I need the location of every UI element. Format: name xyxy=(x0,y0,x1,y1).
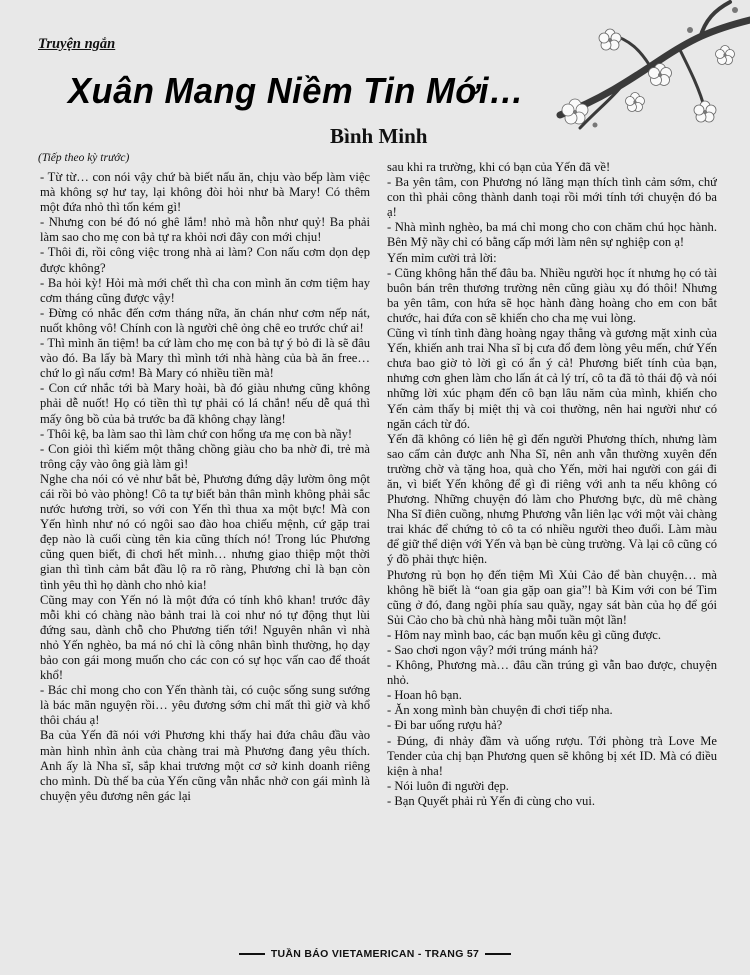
right-column xyxy=(387,160,717,950)
paragraph: - Đúng, đi nhảy đầm và uống rượu. Tới phòng trà Love Me Tender của chị bạn Phương quen sẽ không bị xét ID. Mà có điều kiện à nha! xyxy=(387,733,717,778)
section-tag: Truyện ngắn xyxy=(38,36,116,52)
paragraph: - Thôi kệ, ba làm sao thì làm chứ con hổng ưa mẹ con bà nầy! xyxy=(40,426,353,441)
paragraph: - Nhà mình nghèo, ba má chỉ mong cho con chăm chú học hành. Bên Mỹ nầy chỉ có bằng cấp mới làm nên sự nghiệp con ạ! xyxy=(387,220,717,250)
paragraph: - Đừng có nhắc đến cơm tháng nữa, ăn chán như cơm nếp nát, nuốt không vô! Chính con là người chê ỏng chê eo trước chứ ai! xyxy=(40,305,370,335)
paragraph: Yến đã không có liên hệ gì đến người Phương thích, nhưng làm sao cấm cản được anh Nha Sĩ, nên anh vẫn thường xuyên đến trường chờ và tặng hoa, quà cho Yến, mời hai người con gái đi ăn, vì biết Yến không để gì đi riêng với anh ta nếu không có Phương. Những chuyện đó làm cho Phương bực, dù mê chàng Nha Sĩ điên cuồng, nhưng Phương vẫn liên lạc với một vài chàng trai khác để chứng tỏ cô ta có nhiều người theo đuổi. Làm màu để giữ thể diện với Yến và bạn bè cùng trường. Và lại cô cũng có ý đồ phải thực hiện. xyxy=(387,431,717,567)
footer-text: TUẦN BÁO VIETAMERICAN - TRANG 57 xyxy=(270,948,480,960)
paragraph: - Thôi đi, rồi công việc trong nhà ai làm? Con nấu cơm dọn dẹp được không? xyxy=(40,245,370,275)
paragraph: - Sao chơi ngon vậy? mới trúng mánh hả? xyxy=(387,643,599,657)
paragraph: - Bác chỉ mong cho con Yến thành tài, có cuộc sống sung sướng là bác mãn nguyện rồi… yêu đương sớm chỉ mất thì giờ và khổ thôi cháu ạ! xyxy=(40,683,370,728)
paragraph: - Con cứ nhắc tới bà Mary hoài, bà đó giàu nhưng cũng không phải dễ nuốt! Họ có tiền thì tự phải có lá chắn! nếu dễ quá thì mấy ông bồ của bả trước ba đã không chạy làng! xyxy=(40,381,370,426)
paragraph: - Ba yên tâm, con Phương nó lãng mạn thích tình cảm sớm, chứ con thì phải công thành danh toại rồi mới tính tới chuyện đó ba ạ! xyxy=(387,175,717,220)
paragraph: Cũng may con Yến nó là một đứa có tính khô khan! trước đây mỗi khi có chàng nào bảnh trai là coi như nó tự động thụt lùi đứng sau, dành chỗ cho Phương tiến tới! Nguyên nhân vì nhà nhỏ Yến nghèo, ba má nó chỉ là công nhân bình thường, họ dạy bảo con gái mong muốn cho các con có sự học vấn cao để thoát khổ! xyxy=(40,592,370,683)
story-title: Xuân Mang Niềm Tin Mới… xyxy=(68,70,525,111)
continued-note: (Tiếp theo kỳ trước) xyxy=(38,152,130,164)
paragraph: - Thì mình ăn tiệm! ba cứ làm cho mẹ con bả tự ý bỏ đi là sẽ đâu vào đó. Ba lấy bà Mary thì mình tới nhà hàng của bà ăn free… chứ lo gì nấu cơm! Bà Mary có nhiều tiền mà! xyxy=(40,336,370,381)
paragraph: - Bạn Quyết phải rủ Yến đi cùng cho vui. xyxy=(387,793,595,808)
paragraph: Cũng vì tính tình đàng hoàng ngay thẳng và gương mặt xinh của Yến, khiến anh trai Nha sĩ bị cưa đổ đem lòng yêu mến, chứ Yến chưa bao giờ tỏ lời gì có ẩn ý cả! Phương biết tính của bạn, nhưng cơn ghen làm cho lấn át cả lý trí, cô ta đã tỏ thái độ và nói những lời xúc phạm đến cô bạn lâu năm của mình, khiến cho Yến cảm thấy bị miệt thị và coi thường, nên hai người như có ngăn cách từ đó. xyxy=(387,326,717,431)
footer-rule-left xyxy=(239,953,265,955)
paragraph: - Từ từ… con nói vậy chứ bà biết nấu ăn, chịu vào bếp làm việc mà không sợ hư tay, lại không đòi hỏi như bà Mary! Có thêm một đứa nhỏ thì tốn kém gì! xyxy=(40,170,370,215)
paragraph: Yến mỉm cười trả lời: xyxy=(387,250,497,265)
paragraph: - Ăn xong mình bàn chuyện đi chơi tiếp nha. xyxy=(387,703,613,718)
paragraph: - Không, Phương mà… đâu cần trúng gì vẫn bao được, chuyện nhỏ. xyxy=(387,658,717,688)
paragraph: - Hoan hô bạn. xyxy=(387,688,462,703)
paragraph: - Ba hỏi kỳ! Hỏi mà mới chết thì cha con mình ăn cơm tiệm hay cơm tháng cũng được vậy! xyxy=(40,275,370,305)
author-name: Bình Minh xyxy=(330,124,428,148)
paragraph: - Hôm nay mình bao, các bạn muốn kêu gì cũng được. xyxy=(387,627,662,642)
paragraph: - Con giỏi thì kiếm một thằng chồng giàu cho ba nhờ đi, trẻ mà trông cậy vào ông già làm gì! xyxy=(40,441,370,471)
left-column xyxy=(40,170,370,950)
paragraph: - Nói luôn đi người đẹp. xyxy=(387,778,509,793)
paragraph: - Cũng không hẳn thế đâu ba. Nhiều người học ít nhưng họ có tài buôn bán trên thương trường nên cũng giàu xụ đó thôi! Nhưng ba yên tâm, con hứa sẽ học hành đàng hoàng cho em con bắt chước, hai đứa con sẽ khiến cho cha mẹ vui lòng. xyxy=(387,265,717,325)
paragraph: Phương rủ bọn họ đến tiệm Mì Xủi Cảo để bàn chuyện… mà không hề biết là “oan gia gặp oan gia”! bà Kim với con bé Tim cũng ở đó, đang ngồi phía sau quầy, ngay sát bàn của họ để gói Sủi Cảo cho bà chủ nhà hàng mỗi tuần một lần! xyxy=(387,567,717,627)
page-footer xyxy=(0,948,750,960)
paragraph: sau khi ra trường, khi có bạn của Yến đã về! xyxy=(387,160,611,174)
paragraph: Nghe cha nói có vẻ như bắt bẻ, Phương đứng dậy lườm ông một cái rồi bỏ vào phòng! Cô ta tự biết bản thân mình không phải sắc nước hương trời, so với con Yến thì thua xa một bực! Mà con Yến hình như nó có ngôi sao đào hoa chiếu mệnh, cứ gặp trai đẹp nào là cuối cùng tên kia cũng thích nó! Trong lúc Phương cũng quen biết, đi chơi hết mình… nhưng giao thiệp một thời gian thì tình cảm bắt đầu lộ ra rõ ràng, Phương chỉ là bạn còn tình yêu thì họ dành cho nhỏ kia! xyxy=(40,471,370,592)
paragraph: - Nhưng con bé đó nó ghê lắm! nhỏ mà hỗn như quỷ! Ba phải làm sao cho mẹ con bả tự ra khỏi nơi đây con mới chịu! xyxy=(40,215,370,245)
footer-rule-right xyxy=(485,953,511,955)
paragraph: Ba của Yến đã nói với Phương khi thấy hai đứa châu đầu vào màn hình nhìn ảnh của chàng trai mà Phương đang yêu thích. Anh ấy là Nha sĩ, sắp khai trương một cơ sở kinh doanh riêng cho mình. Dù thế ba của Yến cũng vẫn nhắc nhở con gái mình là chuyện yêu đương nên gác lại xyxy=(40,728,370,803)
plum-blossom-branch-icon xyxy=(500,0,750,145)
paragraph: - Đi bar uống rượu hả? xyxy=(387,718,503,733)
